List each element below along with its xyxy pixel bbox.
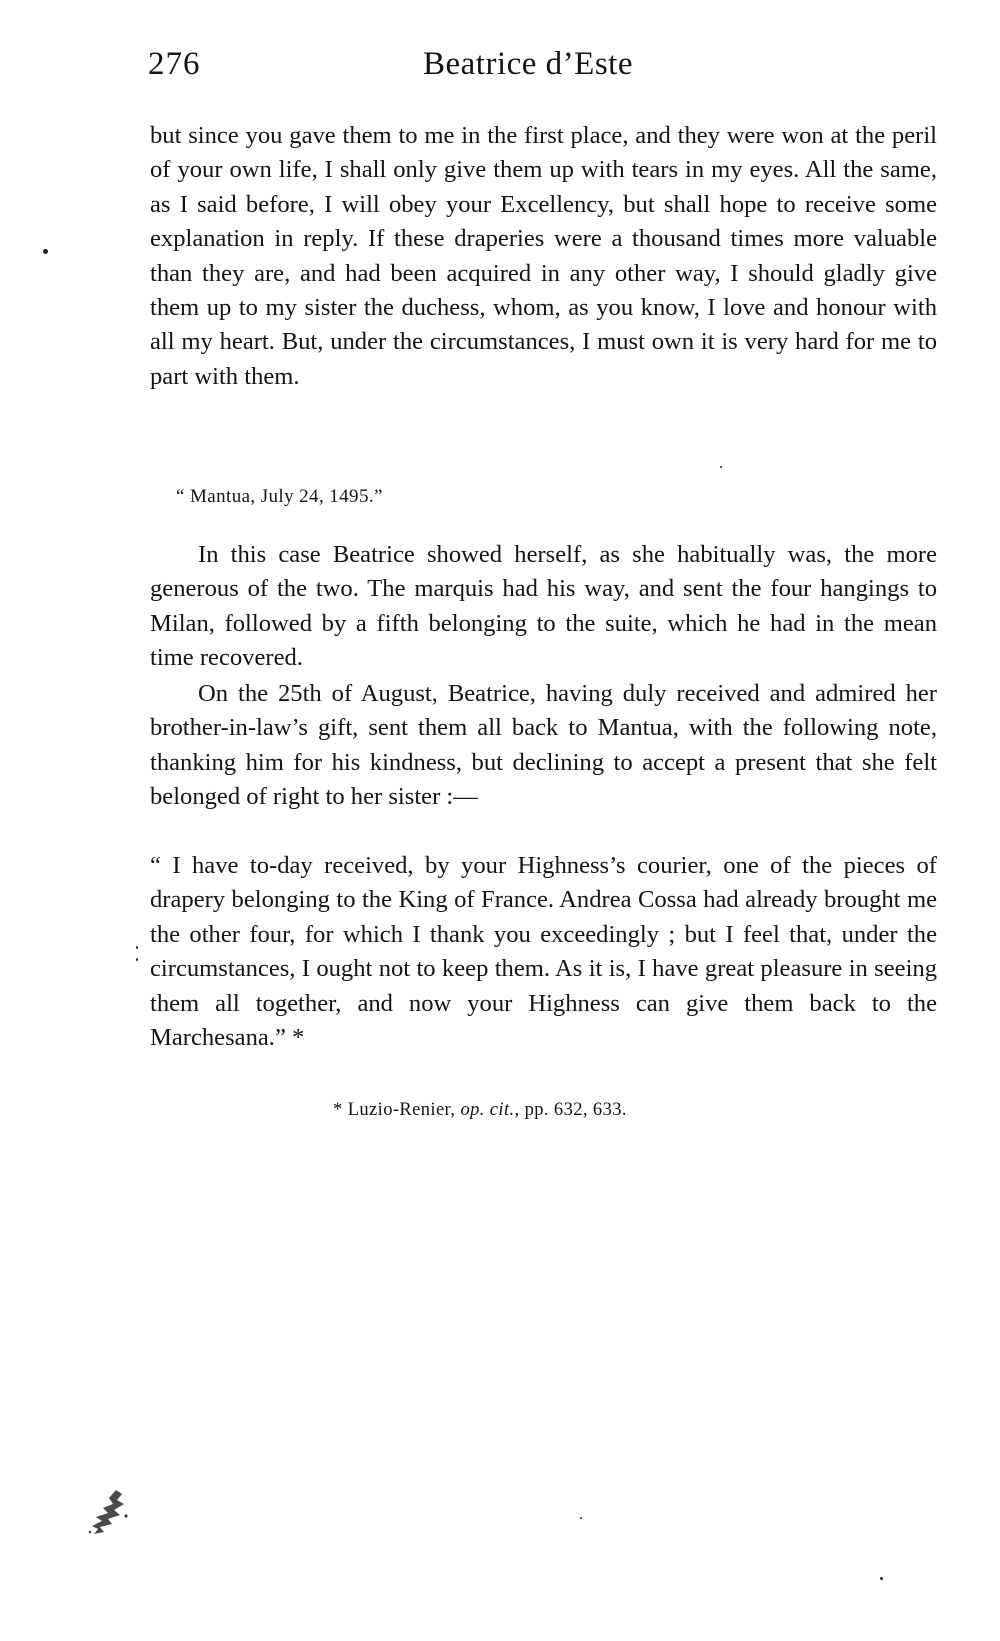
paragraph-quoted-letter: “ I have to-day received, by your Highness’s courier, one of the pieces of drapery belonging to the King of France. Andrea Cossa had already brought me the other four, for which I thank you exceedingly ; but I feel that, under the circumstances, I ought not to keep them. As it is, I have great pleasure in seeing them all together, and now your Highness can give them back to the Marchesana.” *: [150, 852, 937, 1052]
paragraph-narrative: In this case Beatrice showed herself, as she habitually was, the more generous of the two. The marquis had his way, and sent the four hangings to Milan, followed by a fifth belonging to the suite, which he had in the mean time recovered.: [150, 541, 937, 672]
page-number: 276: [148, 46, 201, 82]
scan-speck: [43, 249, 48, 254]
footnote-marker: *: [333, 1100, 343, 1120]
running-head: [148, 46, 938, 90]
letter-dateline: “ Mantua, July 24, 1495.”: [176, 486, 383, 507]
scan-speck: [136, 958, 138, 961]
scan-speck: [580, 1517, 582, 1519]
footnote-pages: , pp. 632, 633.: [514, 1100, 627, 1120]
scan-speck: [880, 1577, 883, 1580]
paragraph-letter-continuation: but since you gave them to me in the first place, and they were won at the peril of your own life, I shall only give them up with tears in my eyes. All the same, as I said before, I will obey your Excellency, but shall hope to receive some explanation in reply. If these draperies were a thousand times more valuable than they are, and had been acquired in any other way, I should gladly give them up to my sister the duchess, whom, as you know, I love and honour with all my heart. But, under the circumstances, I must own it is very hard for me to part with them.: [150, 122, 937, 390]
scan-speck: [136, 946, 138, 949]
footnote: [333, 1100, 627, 1121]
ink-blot-mark: [86, 1486, 134, 1538]
scan-speck: [720, 466, 722, 468]
paragraph-narrative-2: On the 25th of August, Beatrice, having duly received and admired her brother-in-law’s gift, sent them all back to Mantua, with the following note, thanking him for his kindness, but declining to accept a present that she felt belonged of right to her sister :—: [150, 680, 937, 811]
footnote-author: Luzio-Renier,: [347, 1100, 456, 1120]
running-title: Beatrice d’Este: [423, 46, 633, 82]
footnote-citation: op. cit.: [460, 1100, 515, 1120]
